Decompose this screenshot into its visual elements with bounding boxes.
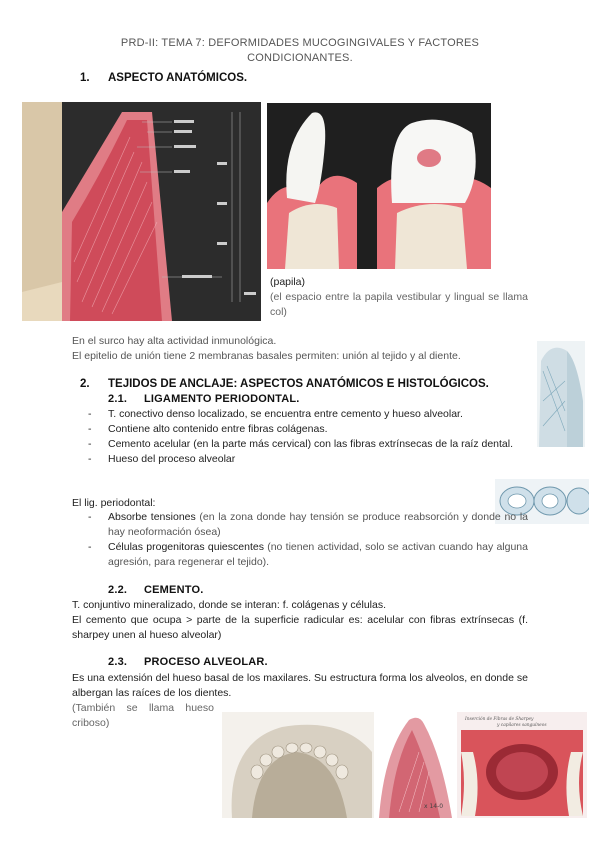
gingiva-diagram-svg [22, 102, 261, 321]
teeth-model-image [267, 103, 491, 269]
surco-text: En el surco hay alta actividad inmunológica. [72, 335, 277, 347]
ligament-list-item: - Hueso del proceso alveolar [86, 452, 528, 467]
ligament-list-item: - Contiene alto contenido entre fibras colágenas. [86, 422, 528, 437]
gingiva-diagram-image [22, 102, 261, 321]
papila-note: (el espacio entre la papila vestibular y lingual se llama col) [270, 291, 528, 318]
title-line-1: PRD-II: TEMA 7: DEFORMIDADES MUCOGINGIVALES Y FACTORES [120, 37, 480, 49]
lig-function-main: Absorbe tensiones [108, 511, 196, 523]
subsection-2-2-number: 2.2. [108, 584, 128, 596]
skull-maxilla-svg [222, 712, 374, 818]
subsection-2-3-title: PROCESO ALVEOLAR. [144, 656, 268, 668]
sharpey-fibers-image [457, 712, 587, 818]
alveolar-text: Es una extensión del hueso basal de los maxilares. Su estructura forma los alveolos, en donde se albergan las raíces de los dientes. [72, 672, 528, 699]
alveolar-histology-image [374, 712, 457, 818]
lig-function-item [86, 540, 528, 570]
epitelio-text: El epitelio de unión tiene 2 membranas basales permiten: unión al tejido y al diente. [72, 350, 461, 362]
criboso-note: (También se llama hueso criboso) [72, 702, 214, 729]
subsection-2-1-heading [108, 393, 300, 405]
lig-function-item [86, 510, 528, 540]
subsection-2-1-title: LIGAMENTO PERIODONTAL. [144, 393, 300, 405]
lig-intro: El lig. periodontal: [72, 497, 156, 509]
cemento-text-1: T. conjuntivo mineralizado, donde se interan: f. colágenas y células. [72, 599, 387, 611]
section-1-number: 1. [80, 72, 90, 84]
section-2-number: 2. [80, 378, 90, 390]
lig-function-note: (en la zona donde hay tensión se produce reabsorción y donde no la hay neoformación ósea) [108, 511, 528, 538]
lig-function-note: (no tienen actividad, solo se activan cuando hay alguna agresión, para regenerar el tejido). [108, 541, 528, 568]
lig-function-list [86, 510, 528, 570]
papila-label: (papila) [270, 276, 306, 288]
sharpey-caption-line: Inserción de Fibras de Sharpey [465, 717, 534, 722]
skull-maxilla-image [222, 712, 374, 818]
ligament-list-item: - T. conectivo denso localizado, se encuentra entre cemento y hueso alveolar. [86, 407, 528, 422]
title-line-2: CONDICIONANTES. [247, 52, 353, 64]
section-1-heading [80, 72, 247, 84]
sharpey-fibers-svg [457, 712, 587, 818]
subsection-2-2-title: CEMENTO. [144, 584, 204, 596]
alveolar-histology-svg [374, 712, 457, 818]
section-1-title: ASPECTO ANATÓMICOS. [108, 72, 248, 84]
subsection-2-1-number: 2.1. [108, 393, 128, 405]
section-2-heading [80, 378, 489, 390]
subsection-2-3-number: 2.3. [108, 656, 128, 668]
tooth-section-svg [537, 341, 585, 447]
ligament-list [86, 407, 528, 467]
tooth-section-thumbnail [537, 341, 585, 447]
histology-scale-label: x 14-0 [424, 803, 444, 810]
teeth-model-svg [267, 103, 491, 269]
subsection-2-2-heading [108, 584, 203, 596]
cemento-text-2: El cemento que ocupa > parte de la superficie radicular es: acelular con fibras extrínsecas (f. sharpey unen al hueso alveolar) [72, 614, 528, 641]
subsection-2-3-heading [108, 656, 268, 668]
section-2-title: TEJIDOS DE ANCLAJE: ASPECTOS ANATÓMICOS E HISTOLÓGICOS. [108, 378, 489, 390]
lig-function-main: Células progenitoras quiescentes [108, 541, 264, 553]
sharpey-caption-line-2: y capilares sanguíneos [497, 723, 547, 728]
document-title [0, 36, 600, 66]
ligament-list-item: - Cemento acelular (en la parte más cervical) con las fibras extrínsecas de la raíz dental. [86, 437, 528, 452]
